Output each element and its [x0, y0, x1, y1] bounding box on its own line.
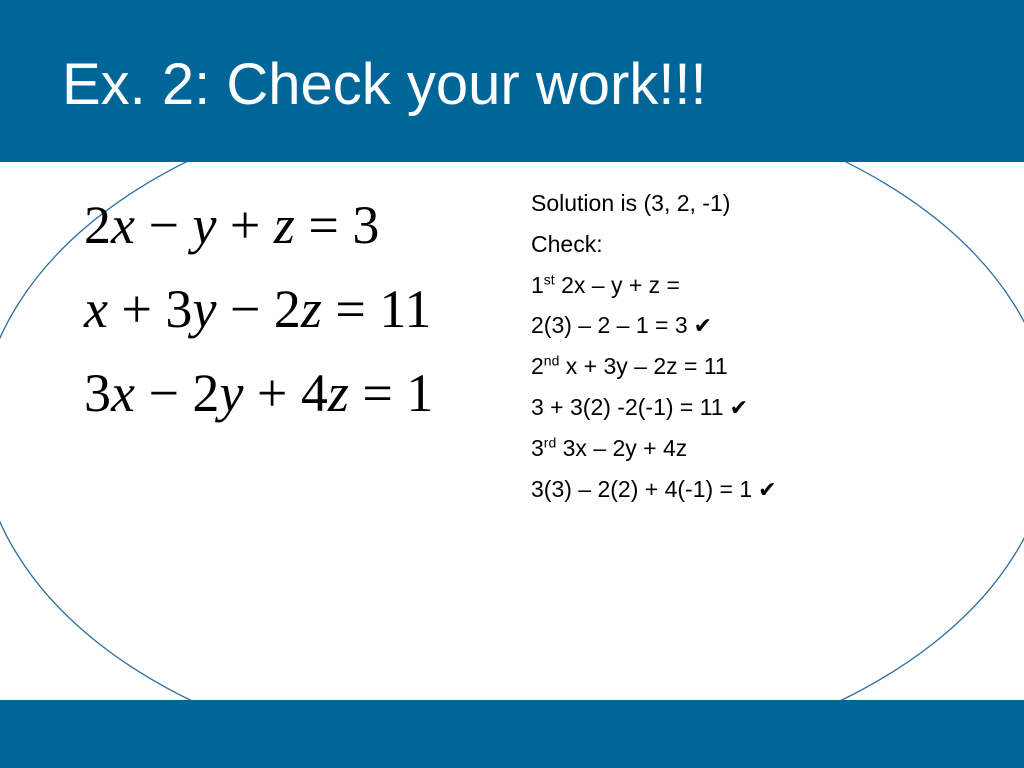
third-ordinal-suffix: rd — [543, 434, 557, 451]
first-equation-line — [531, 269, 777, 310]
check-mark-icon: ✔ — [693, 314, 713, 340]
third-substitution-text: 3(3) – 2(2) + 4(-1) = 1 — [531, 475, 753, 502]
check-mark-icon: ✔ — [758, 477, 777, 503]
third-substitution-line — [531, 473, 777, 514]
first-ordinal: 1 — [531, 271, 544, 298]
check-work-list — [531, 187, 777, 513]
third-equation-line — [531, 432, 777, 473]
second-substitution-line — [531, 391, 777, 432]
check-mark-icon: ✔ — [729, 395, 749, 421]
check-label: Check: — [531, 230, 603, 257]
first-equation-text: 2x – y + z = — [561, 271, 680, 298]
third-equation-text: 3x – 2y + 4z — [562, 434, 688, 461]
second-ordinal: 2 — [531, 353, 544, 380]
equation-3: 3x − 2y + 4z = 1 — [84, 363, 434, 423]
solution-line: Solution is (3, 2, -1) — [531, 190, 731, 216]
second-substitution-text: 3 + 3(2) -2(-1) = 11 — [531, 393, 724, 420]
first-substitution-line — [531, 309, 777, 350]
second-equation-line — [531, 350, 777, 391]
second-ordinal-suffix: nd — [543, 352, 560, 369]
third-ordinal: 3 — [531, 434, 544, 461]
footer-bar — [0, 700, 1024, 768]
second-equation-text: x + 3y – 2z = 11 — [565, 353, 728, 380]
first-ordinal-suffix: st — [543, 270, 555, 287]
slide-title: Ex. 2: Check your work!!! — [62, 52, 707, 117]
equation-system — [84, 195, 434, 450]
first-substitution-text: 2(3) – 2 – 1 = 3 — [531, 312, 688, 339]
equation-2: x + 3y − 2z = 11 — [84, 279, 432, 339]
equation-1: 2x − y + z = 3 — [84, 195, 380, 255]
